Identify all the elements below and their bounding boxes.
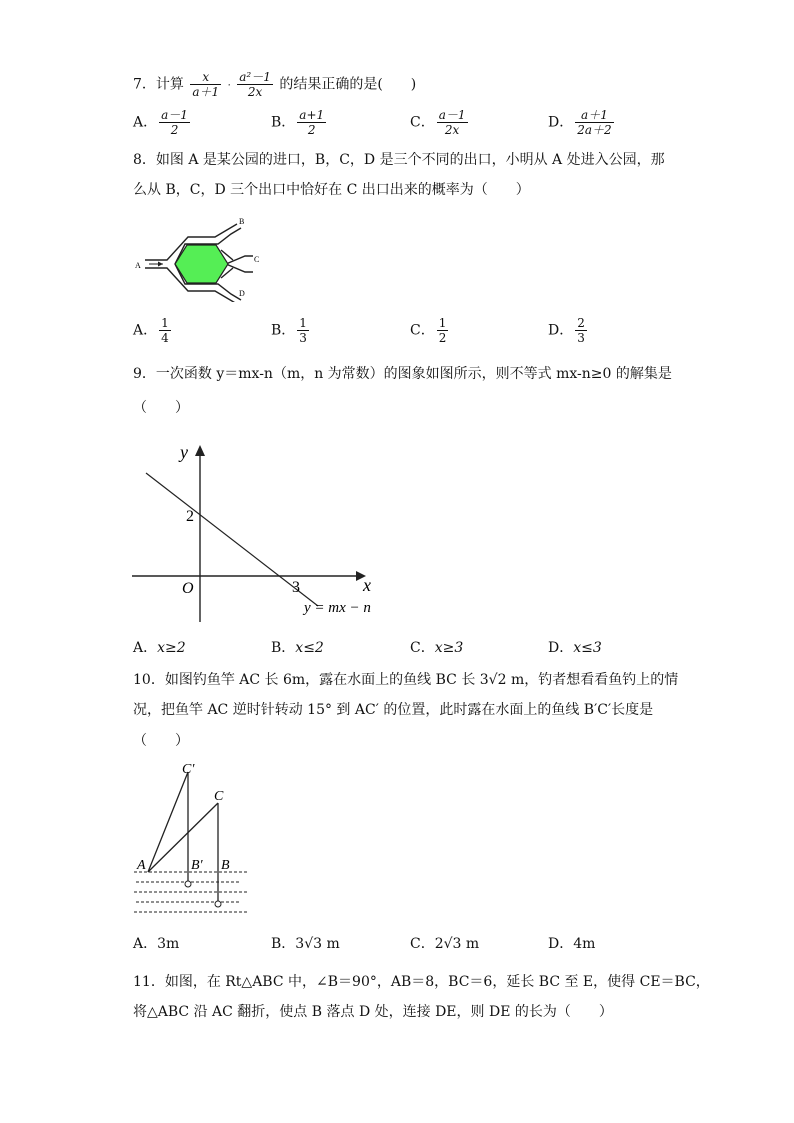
q8-label-b: B xyxy=(239,217,245,226)
option-denominator: 2 xyxy=(297,122,326,137)
q10-stem-line1: 10．如图钓鱼竿 AC 长 6m，露在水面上的鱼线 BC 长 3√2 m，钓者想看看鱼钓上的情 xyxy=(133,672,679,688)
q7-option-b[interactable] xyxy=(271,108,328,137)
q7-f2-numerator: a²－1 xyxy=(239,70,271,84)
q8-option-d[interactable] xyxy=(548,316,589,345)
q10-fishing-figure xyxy=(130,758,255,918)
option-letter: D． xyxy=(548,936,574,952)
option-letter: B． xyxy=(271,936,296,952)
option-letter: B． xyxy=(271,640,296,656)
q9-option-b[interactable] xyxy=(271,637,324,659)
q7-option-c[interactable] xyxy=(410,108,470,137)
q8-entry-arrowhead xyxy=(158,262,163,267)
option-letter: D． xyxy=(548,114,574,131)
q9-x-label: x xyxy=(363,575,371,595)
q7-prefix: 计算 xyxy=(155,76,184,93)
q9-stem-line1: 9．一次函数 y＝mx-n（m，n 为常数）的图象如图所示，则不等式 mx-n≥0 的解集是 xyxy=(133,366,672,382)
q9-y-label: y xyxy=(180,442,188,462)
q9-y-axis-arrow xyxy=(195,445,205,456)
q11-stem-line1: 11．如图，在 Rt△ABC 中，∠B＝90°，AB＝8，BC＝6，延长 BC 至 E，使得 CE＝BC， xyxy=(133,974,710,990)
q10-option-c[interactable] xyxy=(410,933,479,955)
q7-number: 7． xyxy=(133,76,156,93)
option-denominator: 3 xyxy=(299,331,307,345)
option-text: x≥2 xyxy=(157,640,186,656)
q10-label-c-prime: C′ xyxy=(182,762,195,777)
q7-dot-operator: · xyxy=(227,80,231,92)
q8-option-a[interactable] xyxy=(133,316,173,345)
q9-y-intercept-label: 2 xyxy=(186,508,194,525)
q9-x-intercept-label: 3 xyxy=(292,579,300,596)
option-denominator: 2a＋2 xyxy=(577,123,612,137)
q10-rod-ac xyxy=(148,803,218,872)
option-denominator: 2x xyxy=(437,122,468,137)
q10-stem-line3: （ ） xyxy=(133,733,189,749)
q9-stem-line2: （ ） xyxy=(133,400,189,416)
q10-label-b-prime: B′ xyxy=(191,858,203,873)
q7-fraction-1 xyxy=(190,70,221,99)
q10-rod-ac-prime xyxy=(148,772,188,872)
q10-option-a[interactable] xyxy=(133,933,179,955)
option-text: 4m xyxy=(573,936,596,952)
option-letter: A． xyxy=(133,640,158,656)
option-text: x≤2 xyxy=(295,640,324,656)
q9-option-c[interactable] xyxy=(410,637,463,659)
option-text: x≥3 xyxy=(434,640,464,656)
q8-label-d: D xyxy=(239,289,245,298)
option-denominator: 2 xyxy=(438,331,447,345)
option-letter: D． xyxy=(548,322,574,339)
q9-line-equation: y = mx − n xyxy=(304,600,371,616)
q7-f1-numerator: x xyxy=(202,70,210,84)
option-denominator: 3 xyxy=(577,331,585,345)
q9-origin-label: O xyxy=(182,580,194,597)
option-letter: C． xyxy=(410,640,435,656)
option-text: x≤3 xyxy=(573,640,602,656)
option-letter: A． xyxy=(133,936,158,952)
q7-f2-denominator: 2x xyxy=(237,84,273,99)
q10-option-b[interactable] xyxy=(271,933,340,955)
option-numerator: a+1 xyxy=(299,108,325,122)
option-numerator: 2 xyxy=(577,316,585,330)
q11-stem-line2: 将△ABC 沿 AC 翻折，使点 B 落点 D 处，连接 DE，则 DE 的长为（ ） xyxy=(133,1004,613,1020)
option-text: 3m xyxy=(157,936,180,952)
option-letter: A． xyxy=(133,322,158,339)
q10-label-a: A xyxy=(137,858,146,873)
option-letter: A． xyxy=(133,114,158,131)
q7-option-d[interactable] xyxy=(548,108,616,137)
q10-water-lines xyxy=(134,872,248,912)
option-letter: B． xyxy=(271,322,296,339)
q7-option-a[interactable] xyxy=(133,108,192,137)
option-numerator: 1 xyxy=(299,316,307,330)
q10-option-d[interactable] xyxy=(548,933,595,955)
option-numerator: a－1 xyxy=(438,108,466,122)
option-numerator: a－1 xyxy=(161,108,188,122)
option-letter: C． xyxy=(410,114,435,131)
q8-label-c: C xyxy=(254,255,260,264)
q9-option-a[interactable] xyxy=(133,637,186,659)
q9-function-graph xyxy=(130,436,385,624)
option-numerator: 1 xyxy=(161,316,169,330)
q10-label-c: C xyxy=(214,789,224,804)
q8-park-figure xyxy=(133,212,268,302)
option-letter: B． xyxy=(271,114,296,131)
q10-hook-b xyxy=(215,901,221,907)
q7-stem xyxy=(133,70,416,99)
option-denominator: 2 xyxy=(159,122,190,137)
q8-option-b[interactable] xyxy=(271,316,311,345)
q10-stem-line2: 况，把鱼竿 AC 逆时针转动 15° 到 AC′ 的位置，此时露在水面上的鱼线 B′C′长度是 xyxy=(133,702,654,718)
option-numerator: a＋1 xyxy=(581,108,608,122)
q7-f1-denominator: a＋1 xyxy=(192,85,220,99)
q8-hexagon-park xyxy=(175,245,228,283)
option-letter: C． xyxy=(410,936,435,952)
option-numerator: 1 xyxy=(438,316,447,330)
option-letter: C． xyxy=(410,322,435,339)
option-text: 2√3 m xyxy=(434,936,480,952)
option-letter: D． xyxy=(548,640,574,656)
q8-stem-line2: 么从 B，C，D 三个出口中恰好在 C 出口出来的概率为（ ） xyxy=(133,182,530,198)
option-denominator: 4 xyxy=(161,331,169,345)
q8-label-a: A xyxy=(135,261,141,270)
q8-option-c[interactable] xyxy=(410,316,450,345)
q10-label-b: B xyxy=(221,858,230,873)
q7-suffix: 的结果正确的是( ) xyxy=(279,76,417,93)
q7-fraction-2 xyxy=(237,70,273,99)
q10-hook-b-prime xyxy=(185,881,191,887)
q9-option-d[interactable] xyxy=(548,637,602,659)
q8-stem-line1: 8．如图 A 是某公园的进口，B，C，D 是三个不同的出口，小明从 A 处进入公园，那 xyxy=(133,152,665,168)
option-text: 3√3 m xyxy=(295,936,340,952)
